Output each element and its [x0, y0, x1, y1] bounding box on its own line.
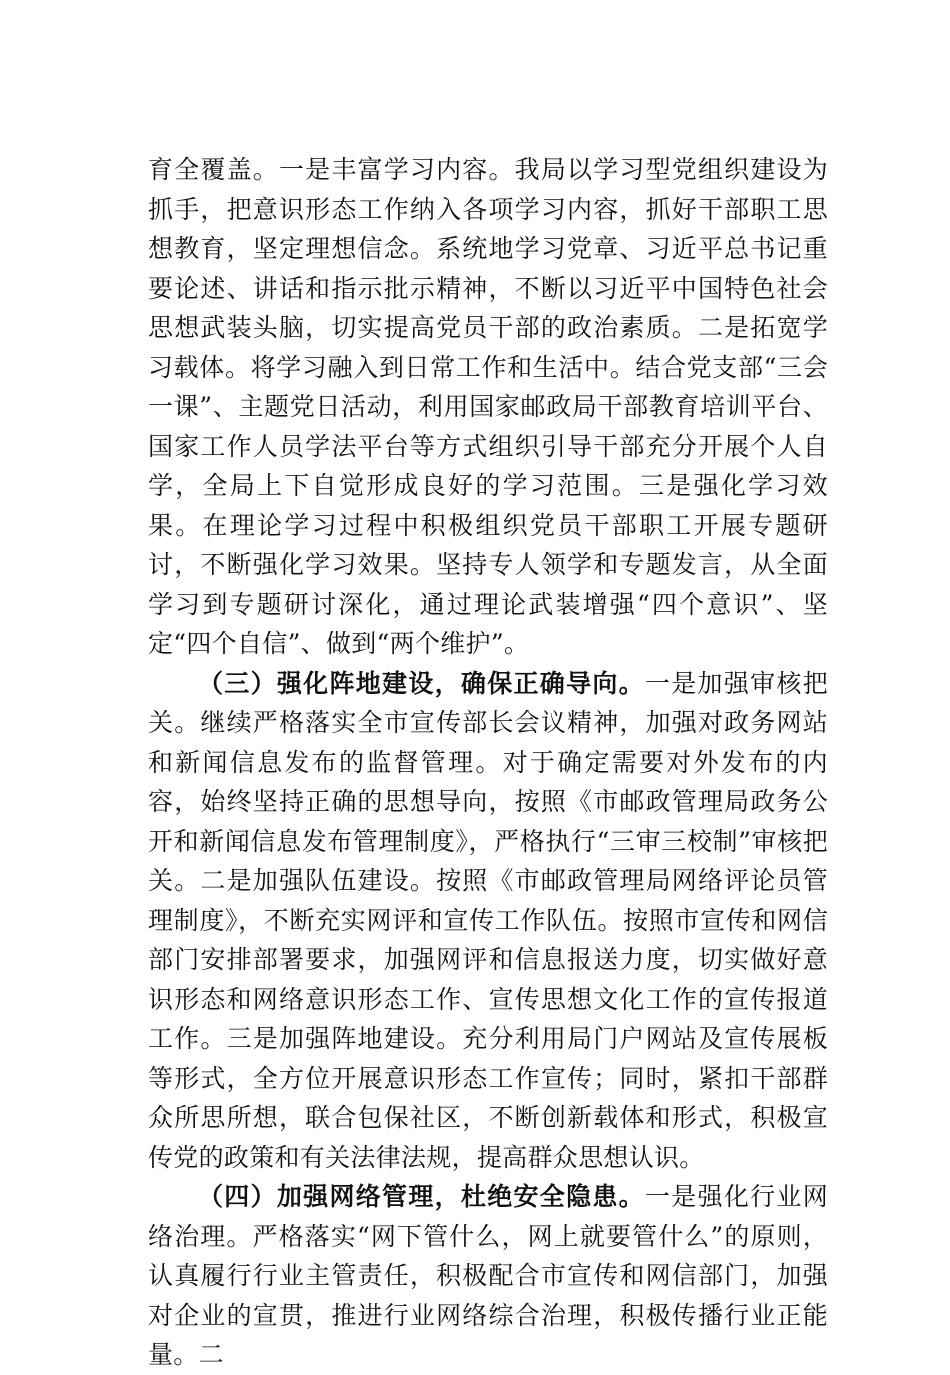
paragraph-text: 一是强化行业网络治理。严格落实“网下管什么，网上就要管什么”的原则，认真履行行业主管责任，积极配合市宣传和网信部门，加强对企业的宣贯，推进行业网络综合治理，积极传播行业正能量。二: [148, 1182, 828, 1369]
section-heading-4: （四）加强网络管理，杜绝安全隐患。: [198, 1182, 645, 1211]
document-body: [148, 150, 828, 1375]
paragraph-text: 一是加强审核把关。继续严格落实全市宣传部长会议精神，加强对政务网站和新闻信息发布的监督管理。对于确定需要对外发布的内容，始终坚持正确的思想导向，按照《市邮政管理局政务公开和新闻信息发布管理制度》，严格执行“三审三校制”审核把关。二是加强队伍建设。按照《市邮政管理局网络评论员管理制度》，不断充实网评和宣传工作队伍。按照市宣传和网信部门安排部署要求，加强网评和信息报送力度，切实做好意识形态和网络意识形态工作、宣传思想文化工作的宣传报道工作。三是加强阵地建设。充分利用局门户网站及宣传展板等形式，全方位开展意识形态工作宣传；同时，紧扣干部群众所思所想，联合包保社区，不断创新载体和形式，积极宣传党的政策和有关法律法规，提高群众思想认识。: [148, 668, 828, 1172]
paragraph-continued: [148, 150, 828, 664]
paragraph-section-4: [148, 1177, 828, 1375]
paragraph-section-3: [148, 664, 828, 1178]
section-heading-3: （三）强化阵地建设，确保正确导向。: [198, 668, 645, 698]
paragraph-text: 育全覆盖。一是丰富学习内容。我局以学习型党组织建设为抓手，把意识形态工作纳入各项学习内容，抓好干部职工思想教育，坚定理想信念。系统地学习党章、习近平总书记重要论述、讲话和指示批示精神，不断以习近平中国特色社会思想武装头脑，切实提高党员干部的政治素质。二是拓宽学习载体。将学习融入到日常工作和生活中。结合党支部“三会一课”、主题党日活动，利用国家邮政局干部教育培训平台、国家工作人员学法平台等方式组织引导干部充分开展个人自学，全局上下自觉形成良好的学习范围。三是强化学习效果。在理论学习过程中积极组织党员干部职工开展专题研讨，不断强化学习效果。坚持专人领学和专题发言，从全面学习到专题研讨深化，通过理论武装增强“四个意识”、坚定“四个自信”、做到“两个维护”。: [148, 155, 828, 658]
